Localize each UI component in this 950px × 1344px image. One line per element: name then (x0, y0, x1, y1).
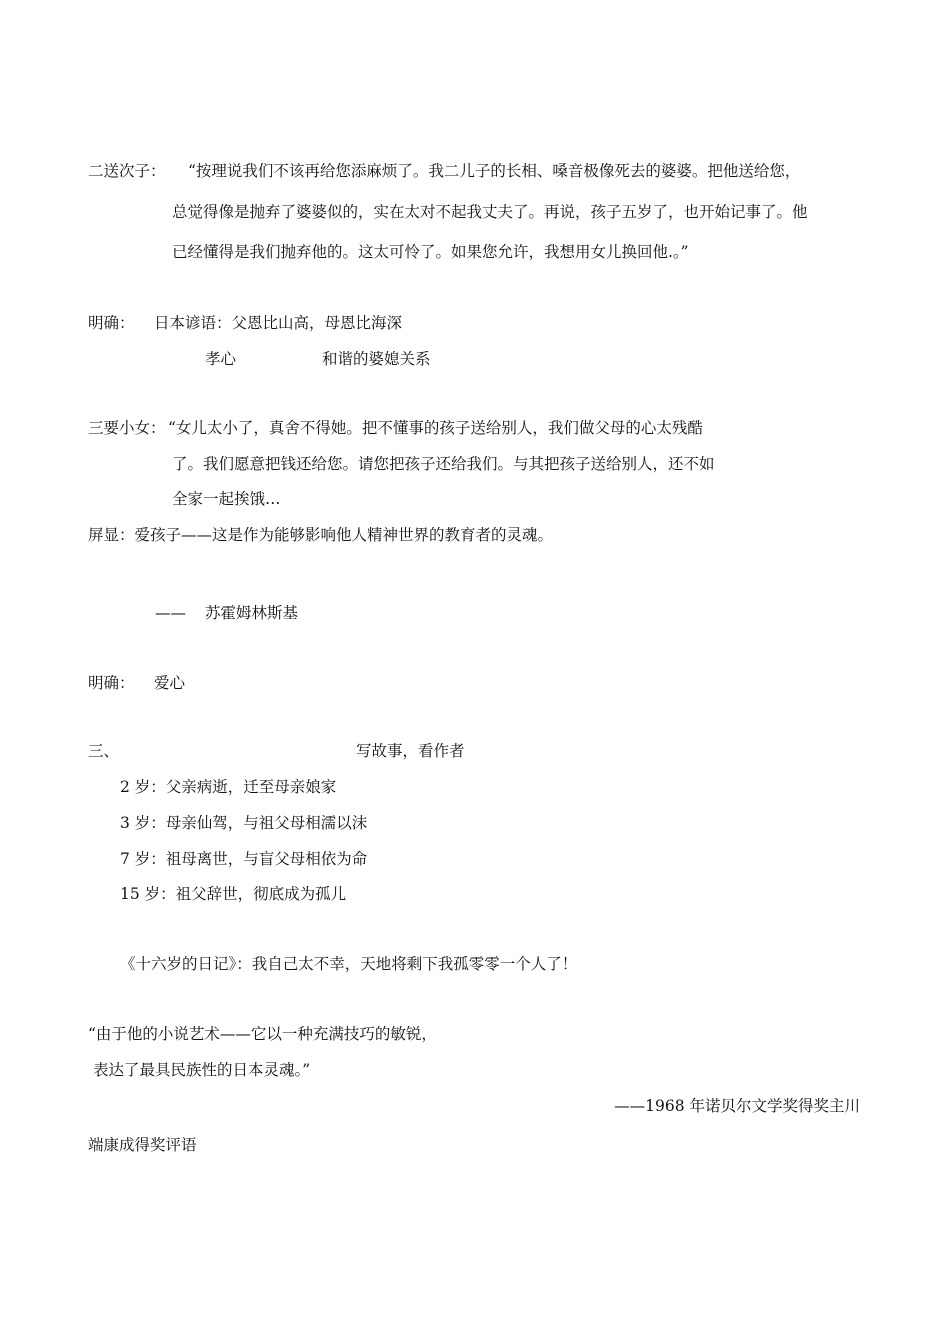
nobel-source-line-1: ——1968 年诺贝尔文学奖得奖主川 (614, 1097, 860, 1115)
nobel-quote-line-1: “由于他的小说艺术——它以一种充满技巧的敏锐， (88, 1025, 437, 1043)
timeline-item: 2 岁：父亲病逝，迁至母亲娘家 (120, 778, 337, 796)
section-2-quote-line-2: 总觉得像是抛弃了婆婆似的，实在太对不起我丈夫了。再说，孩子五岁了，也开始记事了。他 (172, 203, 808, 221)
part-3-title: 写故事，看作者 (356, 742, 465, 760)
clarify-1-term-a: 孝心 (205, 350, 237, 368)
section-3-quote-line-1: “女儿太小了，真舍不得她。把不懂事的孩子送给别人，我们做父母的心太残酷 (168, 419, 703, 437)
section-2-label: 二送次子： (88, 162, 166, 180)
timeline-item: 15 岁：祖父辞世，彻底成为孤儿 (120, 885, 347, 903)
diary-quote: 《十六岁的日记》：我自己太不幸，天地将剩下我孤零零一个人了！ (120, 955, 578, 973)
part-3-label: 三、 (88, 742, 120, 760)
timeline-item: 3 岁：母亲仙驾，与祖父母相濡以沫 (120, 814, 368, 832)
timeline-item: 7 岁：祖母离世，与盲父母相依为命 (120, 850, 368, 868)
clarify-1-term-b: 和谐的婆媳关系 (322, 350, 431, 368)
clarify-2-label: 明确： (88, 674, 135, 692)
screen-display-text: 屏显：爱孩子——这是作为能够影响他人精神世界的教育者的灵魂。 (88, 526, 554, 544)
section-3-quote-line-3: 全家一起挨饿… (172, 490, 281, 508)
section-2-quote-line-3: 已经懂得是我们抛弃他的。这太可怜了。如果您允许，我想用女儿换回他.。” (172, 243, 689, 261)
attribution-name: 苏霍姆林斯基 (205, 604, 299, 622)
section-3-label: 三要小女： (88, 419, 166, 437)
section-2-quote-line-1: “按理说我们不该再给您添麻烦了。我二儿子的长相、嗓音极像死去的婆婆。把他送给您， (188, 162, 801, 180)
nobel-quote-line-2: 表达了最具民族性的日本灵魂。” (93, 1061, 311, 1079)
nobel-source-line-2: 端康成得奖评语 (88, 1136, 197, 1154)
attribution-dash: —— (155, 604, 186, 622)
clarify-2-text: 爱心 (154, 674, 186, 692)
clarify-1-text: 日本谚语：父恩比山高，母恩比海深 (154, 314, 403, 332)
section-3-quote-line-2: 了。我们愿意把钱还给您。请您把孩子还给我们。与其把孩子送给别人，还不如 (172, 455, 715, 473)
clarify-1-label: 明确： (88, 314, 135, 332)
